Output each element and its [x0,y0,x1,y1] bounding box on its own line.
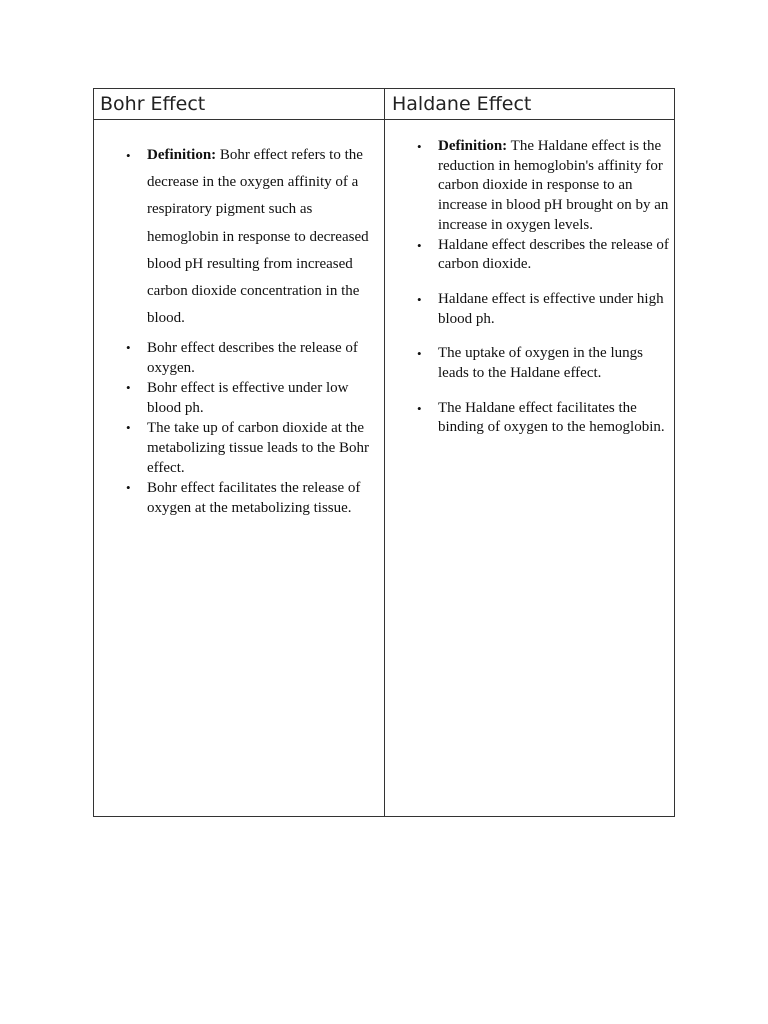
list-item [417,236,674,275]
column-divider [384,89,385,816]
bohr-definition-item [126,142,382,332]
list-item [417,290,674,329]
bohr-definition-text: Bohr effect refers to the decrease in the oxygen affinity of a respiratory pigment such as hemoglobin in response to decreased blood pH resulting from increased carbon dioxide concentration in the blood. [147,147,369,327]
bohr-item-text: Bohr effect is effective under low blood ph. [147,380,349,417]
bullet-icon: • [417,346,422,362]
bullet-icon: • [126,340,131,356]
haldane-effect-list [417,137,674,438]
list-item [126,418,382,478]
header-bohr-effect: Bohr Effect [100,93,206,115]
list-item [417,344,674,383]
bohr-item-text: The take up of carbon dioxide at the metabolizing tissue leads to the Bohr effect. [147,420,370,477]
haldane-item-text: The uptake of oxygen in the lungs leads to the Haldane effect. [438,345,643,382]
bullet-icon: • [417,237,422,253]
list-item [126,478,382,518]
bullet-icon: • [417,139,422,154]
header-haldane-effect: Haldane Effect [392,93,532,115]
bohr-effect-list [126,142,382,518]
haldane-definition-label: Definition: [438,138,508,154]
bullet-icon: • [126,480,131,496]
header-divider [94,119,674,120]
bullet-icon: • [126,420,131,436]
bullet-icon: • [126,380,131,396]
list-item [126,338,382,378]
bohr-definition-label: Definition: [147,147,217,163]
haldane-item-text: Haldane effect describes the release of carbon dioxide. [438,236,669,273]
bullet-icon: • [417,291,422,307]
bullet-icon: • [126,148,131,163]
bohr-item-text: Bohr effect describes the release of oxygen. [147,340,358,377]
comparison-table [93,88,675,817]
list-item [126,378,382,418]
haldane-definition-text: The Haldane effect is the reduction in hemoglobin's affinity for carbon dioxide in response to an increase in blood pH brought on by an increase in oxygen levels. [438,138,669,233]
haldane-definition-item [417,137,674,236]
haldane-item-text: Haldane effect is effective under high blood ph. [438,290,664,327]
bohr-item-text: Bohr effect facilitates the release of oxygen at the metabolizing tissue. [147,480,361,517]
bullet-icon: • [417,400,422,416]
haldane-item-text: The Haldane effect facilitates the binding of oxygen to the hemoglobin. [438,399,665,436]
list-item [417,399,674,438]
